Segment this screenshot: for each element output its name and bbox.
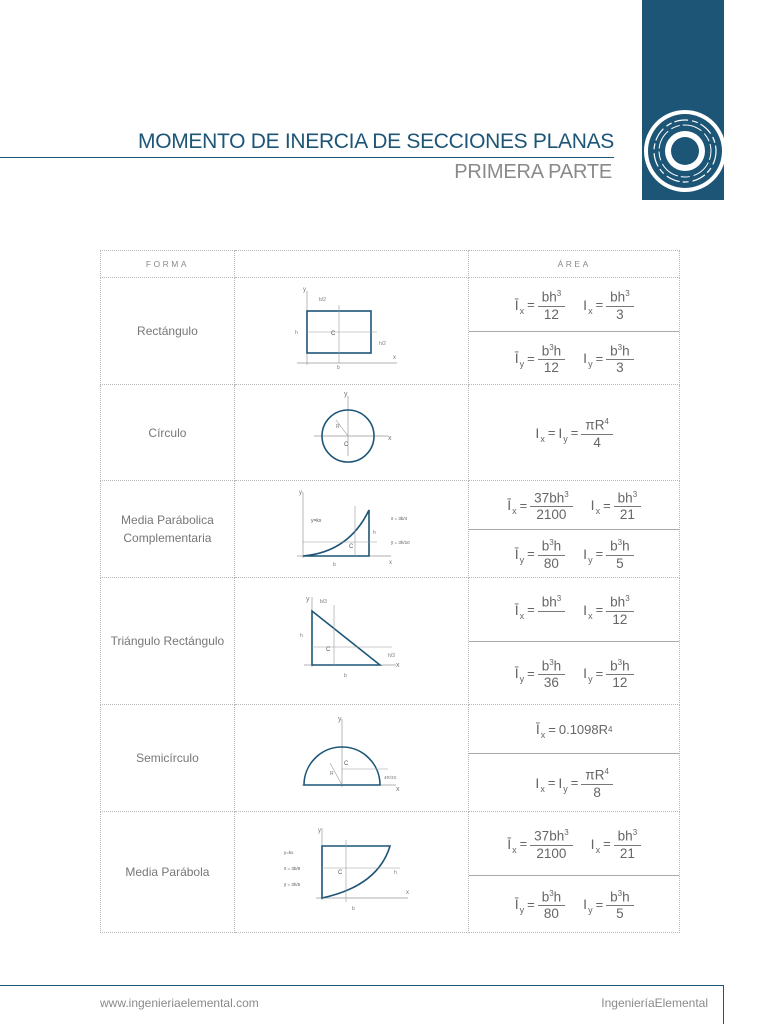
formula-row	[469, 481, 679, 529]
dim-top-label: b/3	[319, 599, 327, 605]
axis-x-label: x	[395, 786, 400, 793]
shape-name: Triángulo Rectángulo	[101, 578, 235, 705]
formula: Ī x = $\frac{37bh^3}{2100}$	[507, 825, 572, 862]
dim-hh-label: h/3	[387, 653, 395, 659]
formula: Ī x = $bh^3$	[515, 591, 565, 628]
radius-label: R	[329, 771, 334, 777]
figure-cell	[234, 278, 469, 385]
dim-b-label: b	[343, 673, 347, 679]
axis-y-label: y	[305, 596, 310, 603]
formula: I y = $\frac{b^3h}{5}$	[583, 886, 633, 923]
footer-brand: IngenieríaElemental	[601, 996, 708, 1010]
inertia-table	[100, 250, 680, 933]
axis-y-label: y	[343, 390, 348, 398]
dim-hh-label: 4R/3π	[383, 775, 397, 780]
formula: I y = $\frac{b^3h}{12}$	[583, 655, 633, 692]
dim-h-label: h	[372, 530, 376, 536]
formula-row	[469, 875, 679, 932]
axis-x-label: x	[387, 434, 392, 442]
centroid-label: C	[348, 544, 353, 550]
table-row-semicircle	[101, 705, 680, 812]
title-underline	[0, 157, 614, 158]
formula: I x = $\frac{bh^3}{21}$	[591, 825, 641, 862]
centroid-label: C	[330, 331, 335, 337]
curve-equation: y=kx	[310, 518, 321, 524]
formula: Ī x = $\frac{37bh^3}{2100}$	[507, 487, 572, 524]
axis-y-label: y	[317, 828, 321, 834]
formula: I x = I y = $\frac{\pi R^4}{8}$	[535, 764, 613, 801]
formula-cell	[469, 578, 680, 705]
formula-row	[469, 641, 679, 704]
centroid-label: C	[343, 761, 348, 767]
semicircle-figure	[292, 713, 412, 803]
formula-row	[469, 812, 679, 875]
table-row-complementary-half-parabola	[101, 481, 680, 578]
dim-hh-label: h/2	[378, 341, 386, 347]
table-header	[101, 251, 680, 278]
axis-x-label: x	[405, 890, 409, 896]
dim-top-label: b/2	[318, 297, 326, 303]
shape-name: Círculo	[101, 385, 235, 481]
table-row-rectangle	[101, 278, 680, 385]
axis-y-label: y	[337, 716, 342, 723]
shape-name: Semicírculo	[101, 705, 235, 812]
formula: I x = $\frac{bh^3}{3}$	[583, 286, 633, 323]
shape-name: Media Parábolica Complementaria	[101, 481, 235, 578]
formula: Ī y = $\frac{b^3h}{80}$	[515, 535, 565, 572]
dim-h-label: h	[294, 330, 298, 336]
column-header-forma: FORMA	[101, 251, 235, 278]
complementary-parabola-figure	[287, 486, 417, 572]
brand-logo	[642, 106, 730, 194]
formula-row	[469, 385, 679, 480]
centroid-label: C	[337, 870, 342, 876]
table-row-half-parabola	[101, 812, 680, 933]
formula: I x = I y = $\frac{\pi R^4}{4}$	[535, 414, 613, 451]
formula-row	[469, 331, 679, 384]
footer-website-link[interactable]: www.ingenieriaelemental.com	[100, 996, 259, 1010]
formula-cell	[469, 705, 680, 812]
formula-cell	[469, 385, 680, 481]
ybar-label: ȳ = 3h/10	[390, 540, 410, 545]
formula: I x = $\frac{bh^3}{21}$	[591, 487, 641, 524]
formula: Ī y = $\frac{b^3h}{80}$	[515, 886, 565, 923]
formula-cell	[469, 481, 680, 578]
xbar-label: x̄ = 3b/8	[283, 866, 300, 871]
formula-row	[469, 278, 679, 331]
right-triangle-figure	[292, 591, 412, 691]
shape-name: Media Parábola	[101, 812, 235, 933]
axis-x-label: x	[395, 662, 400, 669]
column-header-area: ÁREA	[469, 251, 680, 278]
footer-divider	[0, 985, 724, 986]
centroid-label: C	[343, 441, 348, 448]
formula: Ī x = $\frac{bh^3}{12}$	[515, 286, 565, 323]
formula-cell	[469, 812, 680, 933]
radius-label: R	[335, 423, 340, 430]
formula-row	[469, 705, 679, 753]
figure-cell	[234, 578, 469, 705]
dim-h-label: h	[393, 870, 397, 876]
footer-corner-line	[723, 985, 724, 1024]
formula: I y = $\frac{b^3h}{3}$	[583, 340, 633, 377]
dim-h-label: h	[299, 633, 303, 639]
xbar-label: x̄ = 3b/4	[390, 516, 407, 521]
formula-row	[469, 529, 679, 577]
table-row-circle	[101, 385, 680, 481]
figure-cell	[234, 385, 469, 481]
formula: I y = $\frac{b^3h}{5}$	[583, 535, 633, 572]
axis-x-label: x	[392, 355, 396, 361]
dim-b-label: b	[351, 906, 355, 912]
circle-figure	[302, 390, 402, 476]
centroid-label: C	[325, 647, 330, 653]
dim-b-label: b	[336, 365, 340, 371]
figure-cell	[234, 481, 469, 578]
rectangle-figure	[287, 285, 417, 377]
shape-name: Rectángulo	[101, 278, 235, 385]
formula-row	[469, 578, 679, 641]
axis-y-label: y	[302, 287, 306, 293]
formula-cell	[469, 278, 680, 385]
figure-cell	[234, 705, 469, 812]
formula: Ī y = $\frac{b^3h}{12}$	[515, 340, 565, 377]
axis-y-label: y	[298, 490, 302, 496]
dim-b-label: b	[332, 562, 336, 568]
half-parabola-figure	[282, 822, 422, 922]
figure-cell	[234, 812, 469, 933]
axis-x-label: x	[388, 560, 392, 566]
formula-row	[469, 753, 679, 811]
table-row-right-triangle	[101, 578, 680, 705]
page-title: MOMENTO DE INERCIA DE SECCIONES PLANAS	[138, 130, 614, 153]
formula: Ī x = 0.1098R 4	[535, 721, 613, 740]
ybar-label: ȳ = 3h/5	[283, 882, 300, 887]
formula: Ī y = $\frac{b^3h}{36}$	[515, 655, 565, 692]
page-subtitle: PRIMERA PARTE	[454, 161, 612, 183]
column-header-figure	[234, 251, 469, 278]
formula: I x = $\frac{bh^3}{12}$	[583, 591, 633, 628]
curve-equation: y=kx	[283, 850, 293, 855]
